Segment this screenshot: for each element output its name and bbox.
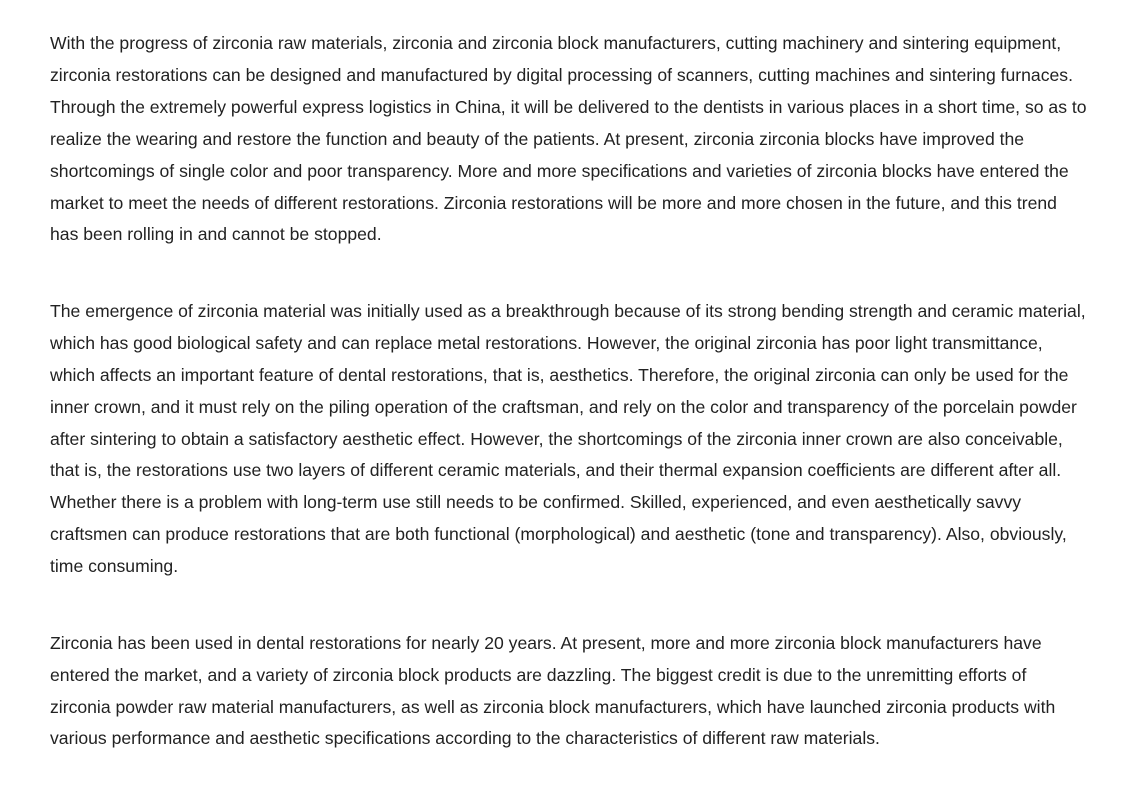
article-body	[50, 28, 1090, 755]
article-paragraph-3: Zirconia has been used in dental restorations for nearly 20 years. At present, more and more zirconia block manufacturers have entered the market, and a variety of zirconia block products are dazzling. The biggest credit is due to the unremitting efforts of zirconia powder raw material manufacturers, as well as zirconia block manufacturers, which have launched zirconia products with various performance and aesthetic specifications according to the characteristics of different raw materials.	[50, 632, 1056, 749]
article-paragraph-2: The emergence of zirconia material was initially used as a breakthrough because of its strong bending strength and ceramic material, which has good biological safety and can replace metal restorations. However, the original zirconia has poor light transmittance, which affects an important feature of dental restorations, that is, aesthetics. Therefore, the original zirconia can only be used for the inner crown, and it must rely on the piling operation of the craftsman, and rely on the color and transparency of the porcelain powder after sintering to obtain a satisfactory aesthetic effect. However, the shortcomings of the zirconia inner crown are also conceivable, that is, the restorations use two layers of different ceramic materials, and their thermal expansion coefficients are different after all. Whether there is a problem with long-term use still needs to be confirmed. Skilled, experienced, and even aesthetically savvy craftsmen can produce restorations that are both functional (morphological) and aesthetic (tone and transparency). Also, obviously, time consuming.	[50, 300, 1086, 577]
article-paragraph-1: With the progress of zirconia raw materials, zirconia and zirconia block manufacturers, cutting machinery and sintering equipment, zirconia restorations can be designed and manufactured by digital processing of scanners, cutting machines and sintering furnaces. Through the extremely powerful express logistics in China, it will be delivered to the dentists in various places in a short time, so as to realize the wearing and restore the function and beauty of the patients. At present, zirconia zirconia blocks have improved the shortcomings of single color and poor transparency. More and more specifications and varieties of zirconia blocks have entered the market to meet the needs of different restorations. Zirconia restorations will be more and more chosen in the future, and this trend has been rolling in and cannot be stopped.	[50, 33, 1087, 245]
